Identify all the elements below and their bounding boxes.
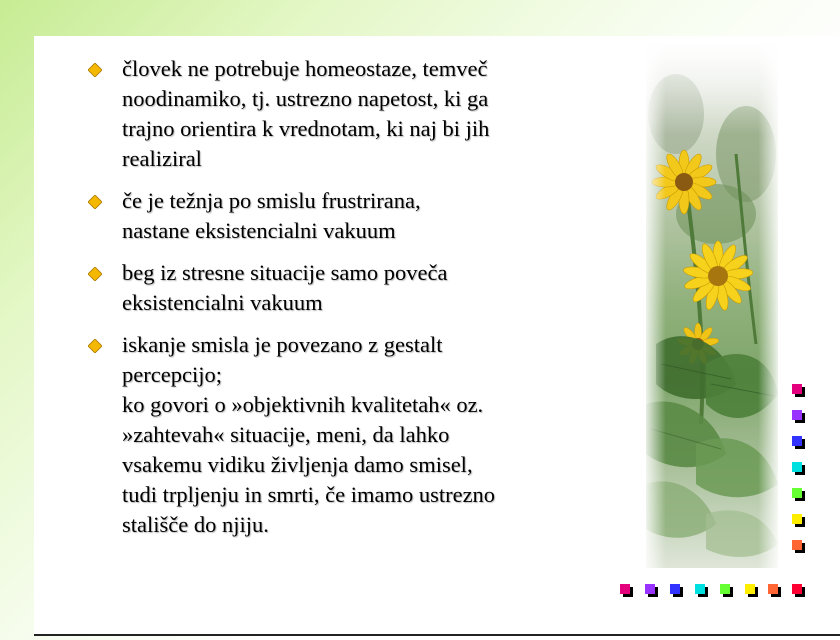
sunflower-illustration <box>646 44 778 568</box>
diamond-bullet-icon <box>88 63 102 77</box>
bullet-item <box>88 186 588 246</box>
color-square <box>720 584 730 594</box>
color-square <box>620 584 630 594</box>
color-square <box>745 584 755 594</box>
diamond-bullet-icon <box>88 339 102 353</box>
color-square <box>670 584 680 594</box>
color-square <box>792 584 802 594</box>
color-square <box>792 488 802 498</box>
bullet-text: beg iz stresne situacije samo poveča eksistencialni vakuum <box>122 260 448 315</box>
color-square <box>695 584 705 594</box>
color-square <box>792 384 802 394</box>
bullet-text: če je težnja po smislu frustrirana, nastane eksistencialni vakuum <box>122 188 421 243</box>
bullet-list <box>88 54 588 552</box>
bullet-item <box>88 258 588 318</box>
bullet-item <box>88 330 588 540</box>
diamond-bullet-icon <box>88 267 102 281</box>
diamond-bullet-icon <box>88 195 102 209</box>
bullet-text: človek ne potrebuje homeostaze, temveč noodinamiko, tj. ustrezno napetost, ki ga trajno orientira k vrednotam, ki naj bi jih realiziral <box>122 56 490 171</box>
color-square <box>792 462 802 472</box>
color-square <box>792 514 802 524</box>
bullet-text: iskanje smisla je povezano z gestalt percepcijo; ko govori o »objektivnih kvalitetah« oz. »zahtevah« situacije, meni, da lahko vsakemu vidiku življenja damo smisel, tudi trpljenju in smrti, če imamo ustrezno stališče do njiju. <box>122 332 496 537</box>
color-square <box>792 410 802 420</box>
color-square <box>792 436 802 446</box>
color-square <box>792 540 802 550</box>
color-square <box>645 584 655 594</box>
sunflower-photo <box>646 44 778 568</box>
bullet-item <box>88 54 588 174</box>
color-square <box>768 584 778 594</box>
